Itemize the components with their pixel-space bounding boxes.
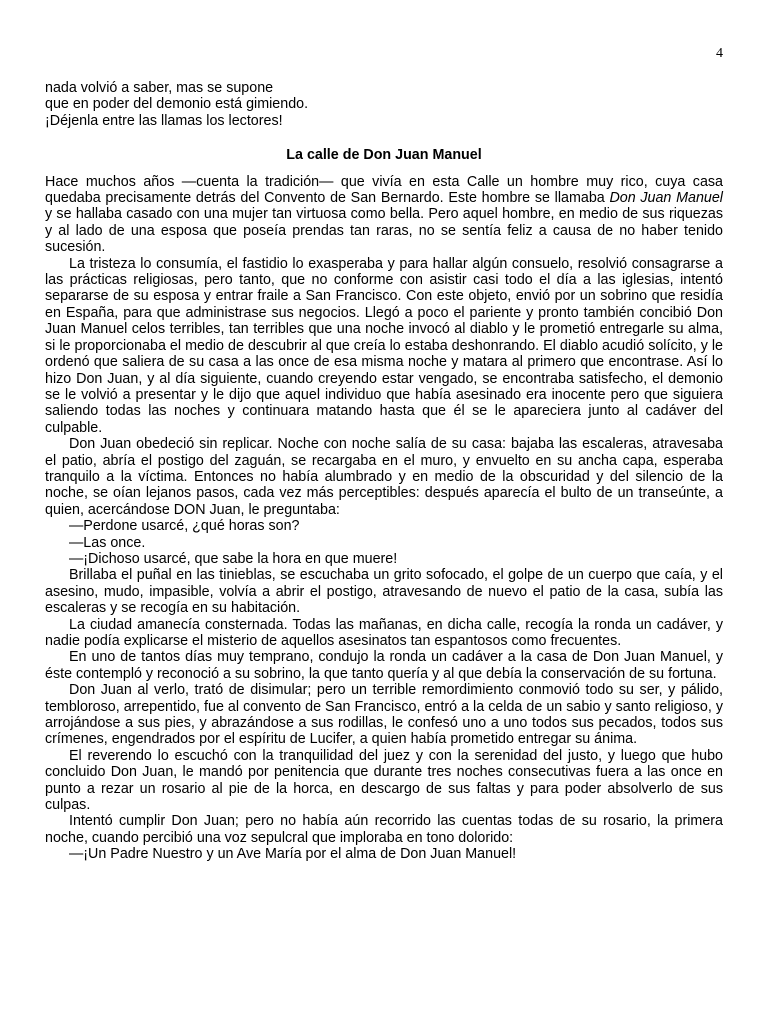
paragraph (45, 174, 723, 256)
paragraph: Don Juan obedeció sin replicar. Noche con noche salía de su casa: bajaba las escaleras, atravesaba el patio, abría el postigo del zaguán, se recargaba en el muro, y envuelto en su ancha capa, esperaba tranquilo a la víctima. Entonces no había alumbrado y en medio de la obscuridad y del silencio de la noche, se oían lejanos pasos, cada vez más perceptibles: después aparecía el bulto de un transeúnte, a quien, acercándose DON Juan, le preguntaba: (45, 436, 723, 518)
paragraph: La tristeza lo consumía, el fastidio lo exasperaba y para hallar algún consuelo, resolvió consagrarse a las prácticas religiosas, pero tanto, que no conforme con asistir casi todo el día a las iglesias, intentó separarse de su esposa y entrar fraile a San Francisco. Con este objeto, envió por un sobrino que residía en España, para que administrase sus negocios. Llegó a poco el pariente y pronto también concibió Don Juan Manuel celos terribles, tan terribles que una noche invocó al diablo y le prometió entregarle su alma, si le proporcionaba el medio de descubrir al que creía lo estaba deshonrando. El diablo acudió solícito, y le ordenó que saliera de su casa a las once de esa misma noche y matara al primero que encontrase. Así lo hizo Don Juan, y al día siguiente, cuando creyendo estar vengado, se encontraba satisfecho, el demonio se le volvió a presentar y le dijo que aquel individuo que había asesinado era inocente pero que siguiera saliendo todas las noches y continuara matando hasta que él se le apareciera junto al cadáver del culpable. (45, 255, 723, 436)
paragraph: Intentó cumplir Don Juan; pero no había aún recorrido las cuentas todas de su rosario, la primera noche, cuando percibió una voz sepulcral que imploraba en tono dolorido: (45, 813, 723, 846)
dialogue-line: —Perdone usarcé, ¿qué horas son? (69, 518, 300, 535)
paragraph-text: Hace muchos años —cuenta la tradición— que vivía en esta Calle un hombre muy rico, cuya casa quedaba precisamente detrás del Convento de San Bernardo. Este hombre se llamaba (45, 173, 723, 207)
paragraph: En uno de tantos días muy temprano, condujo la ronda un cadáver a la casa de Don Juan Manuel, y éste contempló y reconoció a su sobrino, la que tanto quería y al que debía la conservación de su fortuna. (45, 649, 723, 682)
page-number: 4 (716, 46, 723, 61)
dialogue-line: —Las once. (69, 534, 146, 551)
paragraph: La ciudad amanecía consternada. Todas las mañanas, en dicha calle, recogía la ronda un cadáver, y nadie podía explicarse el misterio de aquellos asesinatos tan espantosos como frecuentes. (45, 616, 723, 649)
dialogue-line: —¡Dichoso usarcé, que sabe la hora en que muere! (69, 550, 398, 567)
paragraph: El reverendo lo escuchó con la tranquilidad del juez y con la serenidad del justo, y luego que hubo concluido Don Juan, le mandó por penitencia que durante tres noches consecutivas fuera a las once en punto a rezar un rosario al pie de la horca, en descargo de sus faltas y para poder absolverlo de sus culpas. (45, 747, 723, 814)
dialogue-line: —¡Un Padre Nuestro y un Ave María por el alma de Don Juan Manuel! (69, 846, 517, 863)
chapter-title: La calle de Don Juan Manuel (286, 147, 482, 164)
chapter-body (45, 174, 723, 863)
verse-line: nada volvió a saber, mas se supone (45, 80, 274, 96)
verse-line: que en poder del demonio está gimiendo. (45, 96, 309, 113)
paragraph: Brillaba el puñal en las tinieblas, se escuchaba un grito sofocado, el golpe de un cuerpo que caía, y el asesino, mudo, impasible, volvía a abrir el postigo, atravesando de nuevo el patio de la casa, subía las escaleras y se recogía en su habitación. (45, 567, 723, 617)
paragraph-text: y se hallaba casado con una mujer tan virtuosa como bella. Pero aquel hombre, en medio de sus riquezas y al lado de una esposa que poseía prendas tan raras, no se sentía feliz a causa de no haber tenido sucesión. (45, 206, 723, 256)
page-content (45, 80, 723, 863)
paragraph: Don Juan al verlo, trató de disimular; pero un terrible remordimiento conmovió todo su ser, y pálido, tembloroso, arrepentido, fue al convento de San Francisco, entró a la celda de un sabio y santo religioso, y arrojándose a sus pies, y abrazándose a sus rodillas, le confesó uno a uno todos sus pecados, todos sus crímenes, engendrados por el espíritu de Lucifer, a quien había prometido entregar su ánima. (45, 682, 723, 748)
paragraph-name-emphasis: Don Juan Manuel (609, 190, 723, 207)
verse-line: ¡Déjenla entre las llamas los lectores! (45, 112, 283, 129)
verse-excerpt (45, 80, 723, 129)
